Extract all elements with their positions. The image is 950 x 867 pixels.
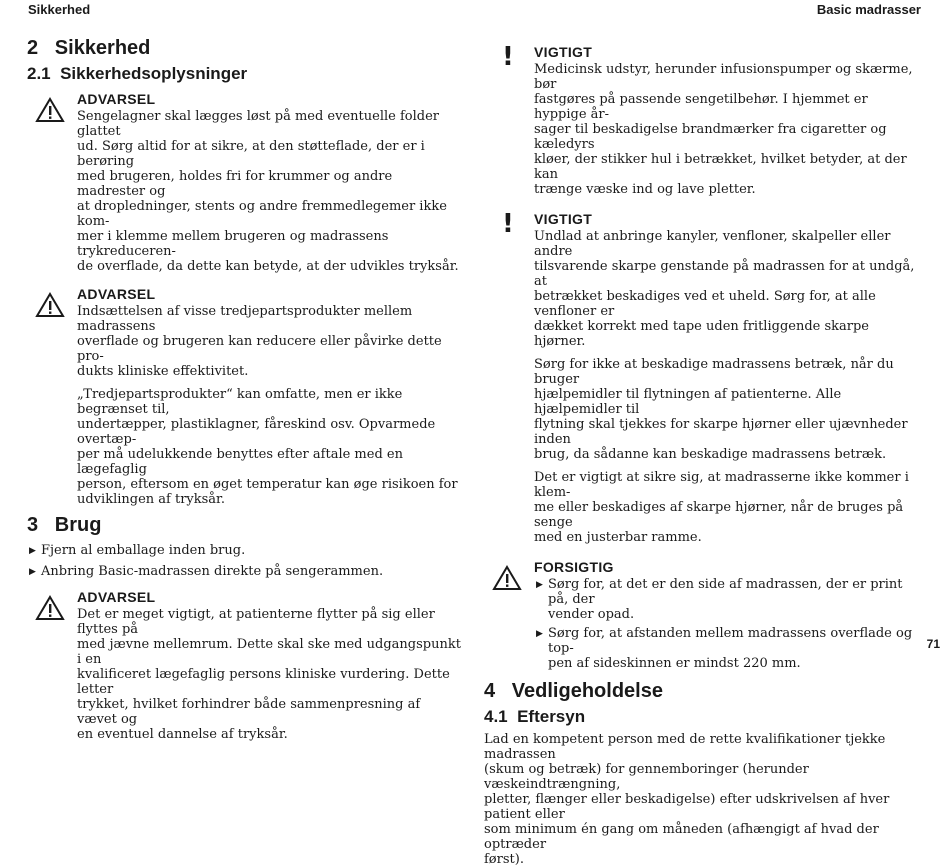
- text-line: udviklingen af tryksår.: [77, 492, 225, 507]
- exclamation-icon: !: [502, 209, 514, 239]
- warning-title: ADVARSEL: [77, 91, 156, 107]
- important-text: [534, 62, 924, 197]
- text-line: som minimum én gang om måneden (afhængigt af hvad der optræder: [484, 822, 879, 852]
- exclamation-icon: !: [502, 42, 514, 72]
- important-box-2: [484, 211, 924, 545]
- text-line: pletter, flænger eller beskadigelse) efter udskrivelsen af hver patient eller: [484, 792, 890, 822]
- text-line: flytning skal tjekkes for skarpe hjørner eller ujævnheder inden: [534, 417, 908, 447]
- header-product-title: Basic madrasser: [816, 2, 921, 17]
- heading-brug: 3 Brug: [27, 514, 102, 536]
- text-line: tilsvarende skarpe genstande på madrassen for at undgå, at: [534, 259, 915, 289]
- text-line: me eller beskadiges af skarpe hjørner, når de bruges på senge: [534, 500, 904, 530]
- bullet-triangle-icon: ▶: [29, 567, 36, 577]
- text-line: en eventuel dannelse af tryksår.: [77, 727, 288, 742]
- caution-title: FORSIGTIG: [534, 559, 614, 575]
- warning-triangle-icon: [35, 595, 65, 621]
- warning-triangle-icon: [35, 292, 65, 318]
- text-line: med en justerbar ramme.: [534, 530, 702, 545]
- list-item-text: Fjern al emballage inden brug.: [41, 543, 246, 558]
- text-line: undertæpper, plastiklagner, fåreskind osv. Opvarmede overtæp-: [77, 417, 436, 447]
- text-line: dukts kliniske effektivitet.: [77, 364, 249, 379]
- text-line: betrækket beskadiges ved et uheld. Sørg for, at alle venfloner er: [534, 289, 876, 319]
- left-column: [27, 36, 462, 742]
- text-line: sager til beskadigelse brandmærker fra cigaretter og kæledyrs: [534, 122, 887, 152]
- eftersyn-text: [484, 732, 924, 867]
- list-item: [534, 577, 924, 622]
- text-line: først).: [484, 852, 524, 867]
- text-line: at dropledninger, stents og andre fremmedlegemer ikke kom-: [77, 199, 447, 229]
- text-line: trænge væske ind og lave pletter.: [534, 182, 756, 197]
- warning-text: [77, 387, 462, 507]
- right-column: [484, 44, 924, 867]
- list-item: [27, 564, 462, 579]
- warning-box-1: [27, 91, 462, 274]
- text-line: trykket, hvilket forhindrer både sammenpresning af vævet og: [77, 697, 421, 727]
- text-line: hjælpemidler til flytningen af patienterne. Alle hjælpemidler til: [534, 387, 842, 417]
- text-line: Det er meget vigtigt, at patienterne flytter på sig eller flyttes på: [77, 607, 435, 637]
- text-line: Lad en kompetent person med de rette kvalifikationer tjekke madrassen: [484, 732, 886, 762]
- important-title: VIGTIGT: [534, 211, 593, 227]
- list-item: [27, 543, 462, 558]
- page-number: 71: [926, 637, 940, 651]
- text-line: de overflade, da dette kan betyde, at der udvikles tryksår.: [77, 259, 459, 274]
- warning-text: [77, 109, 462, 274]
- text-line: Indsættelsen af visse tredjepartsprodukter mellem madrassens: [77, 304, 413, 334]
- text-line: Sørg for ikke at beskadige madrassens betræk, når du bruger: [534, 357, 894, 387]
- text-line: (skum og betræk) for gennemboringer (herunder væskeindtrængning,: [484, 762, 809, 792]
- text-line: kvalificeret lægefaglig persons kliniske vurdering. Dette letter: [77, 667, 450, 697]
- text-line: med jævne mellemrum. Dette skal ske med udgangspunkt i en: [77, 637, 461, 667]
- text-line: fastgøres på passende sengetilbehør. I hjemmet er hyppige år-: [534, 92, 868, 122]
- warning-title: ADVARSEL: [77, 589, 156, 605]
- text-line: Medicinsk udstyr, herunder infusionspumper og skærme, bør: [534, 62, 913, 92]
- text-line: Undlad at anbringe kanyler, venfloner, skalpeller eller andre: [534, 229, 891, 259]
- heading-sikkerhed: 2 Sikkerhed: [27, 37, 151, 59]
- important-box-1: [484, 44, 924, 197]
- bullet-triangle-icon: ▶: [29, 546, 36, 556]
- text-line: kløer, der stikker hul i betrækket, hvilket betyder, at der kan: [534, 152, 907, 182]
- warning-triangle-icon: [35, 97, 65, 123]
- text-line: Sørg for, at afstanden mellem madrassens overflade og top-: [548, 626, 913, 656]
- important-text: [534, 470, 924, 545]
- text-line: brug, da sådanne kan beskadige madrassens betræk.: [534, 447, 887, 462]
- list-item: [534, 626, 924, 671]
- heading-sikkerhedsoplysninger: 2.1 Sikkerhedsoplysninger: [27, 64, 248, 83]
- text-line: pen af sideskinnen er mindst 220 mm.: [548, 656, 801, 671]
- important-title: VIGTIGT: [534, 44, 593, 60]
- text-line: dækket korrekt med tape uden fritliggende skarpe hjørner.: [534, 319, 870, 349]
- text-line: „Tredjepartsprodukter“ kan omfatte, men er ikke begrænset til,: [77, 387, 403, 417]
- text-line: person, eftersom en øget temperatur kan øge risikoen for: [77, 477, 458, 492]
- bullet-triangle-icon: ▶: [536, 580, 543, 590]
- text-line: vender opad.: [548, 607, 635, 622]
- list-item-text: Anbring Basic-madrassen direkte på sengerammen.: [41, 564, 384, 579]
- warning-triangle-icon: [492, 565, 522, 591]
- text-line: Det er vigtigt at sikre sig, at madrasserne ikke kommer i klem-: [534, 470, 909, 500]
- text-line: mer i klemme mellem brugeren og madrassens trykreduceren-: [77, 229, 389, 259]
- warning-box-2: [27, 286, 462, 507]
- heading-eftersyn: 4.1 Eftersyn: [484, 707, 586, 726]
- important-text: [534, 229, 924, 349]
- text-line: med brugeren, holdes fri for krummer og andre madrester og: [77, 169, 393, 199]
- text-line: Sørg for, at det er den side af madrassen, der er print på, der: [548, 577, 903, 607]
- header-section-title: Sikkerhed: [28, 2, 91, 17]
- caution-box: [484, 559, 924, 671]
- text-line: Sengelagner skal lægges løst på med eventuelle folder glattet: [77, 109, 439, 139]
- warning-title: ADVARSEL: [77, 286, 156, 302]
- important-text: [534, 357, 924, 462]
- warning-text: [77, 304, 462, 379]
- warning-box-3: [27, 589, 462, 742]
- text-line: ud. Sørg altid for at sikre, at den støtteflade, der er i berøring: [77, 139, 425, 169]
- warning-text: [77, 607, 462, 742]
- heading-vedligeholdelse: 4 Vedligeholdelse: [484, 680, 663, 702]
- bullet-triangle-icon: ▶: [536, 629, 543, 639]
- text-line: overflade og brugeren kan reducere eller påvirke dette pro-: [77, 334, 442, 364]
- text-line: per må udelukkende benyttes efter aftale med en lægefaglig: [77, 447, 403, 477]
